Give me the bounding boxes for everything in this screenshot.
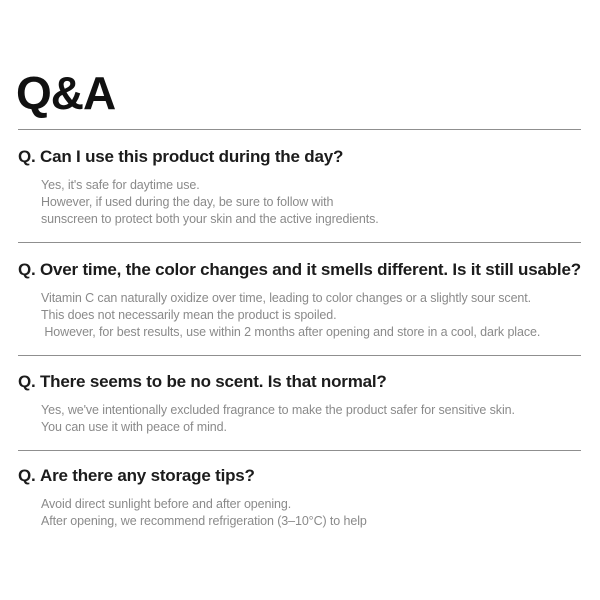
answer [41, 177, 581, 228]
question [18, 372, 581, 392]
qa-item-daytime-use [18, 147, 581, 228]
answer-line: You can use it with peace of mind. [41, 420, 227, 434]
answer-line: However, if used during the day, be sure to follow with [41, 195, 334, 209]
answer-line: However, for best results, use within 2 months after opening and store in a cool, dark place. [41, 325, 541, 339]
question-text: There seems to be no scent. Is that normal? [40, 372, 387, 391]
answer-line: Yes, we've intentionally excluded fragrance to make the product safer for sensitive skin. [41, 403, 515, 417]
divider [18, 355, 581, 356]
answer [41, 290, 581, 341]
question [18, 466, 581, 486]
qa-item-no-scent [18, 372, 581, 436]
answer-line: Avoid direct sunlight before and after opening. [41, 497, 292, 511]
answer-line: Yes, it's safe for daytime use. [41, 178, 200, 192]
answer [41, 402, 581, 436]
divider [18, 242, 581, 243]
question [18, 147, 581, 167]
question-text: Can I use this product during the day? [40, 147, 344, 166]
qa-item-color-change [18, 260, 581, 341]
question-prefix: Q. [18, 466, 36, 485]
divider [18, 450, 581, 451]
question [18, 260, 581, 280]
question-text: Over time, the color changes and it smells different. Is it still usable? [40, 260, 581, 279]
answer-line: After opening, we recommend refrigeration (3–10°C) to help [41, 514, 367, 528]
answer [41, 496, 581, 530]
answer-line: This does not necessarily mean the product is spoiled. [41, 308, 337, 322]
question-prefix: Q. [18, 372, 36, 391]
page-title: Q&A [16, 67, 116, 119]
divider [18, 129, 581, 130]
question-prefix: Q. [18, 147, 36, 166]
question-prefix: Q. [18, 260, 36, 279]
qa-item-storage-tips [18, 466, 581, 530]
answer-line: Vitamin C can naturally oxidize over time, leading to color changes or a slightly sour scent. [41, 291, 532, 305]
question-text: Are there any storage tips? [40, 466, 255, 485]
answer-line: sunscreen to protect both your skin and the active ingredients. [41, 212, 379, 226]
